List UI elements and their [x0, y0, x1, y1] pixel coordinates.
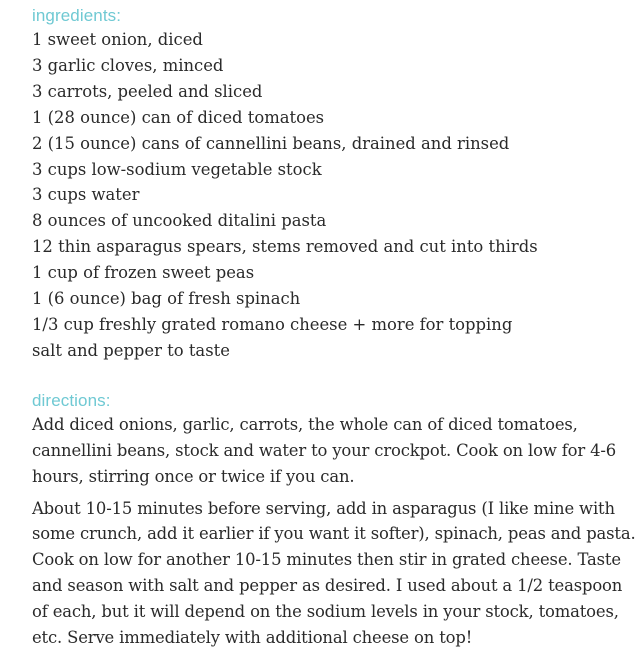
ingredients-heading: ingredients: — [32, 6, 122, 25]
ingredient-item: 3 cups water — [32, 185, 140, 205]
ingredient-item: salt and pepper to taste — [32, 340, 230, 360]
ingredient-item: 1 cup of frozen sweet peas — [32, 263, 255, 283]
ingredient-item: 1 (28 ounce) can of diced tomatoes — [32, 107, 325, 127]
ingredient-item: 1/3 cup freshly grated romano cheese + more for topping — [32, 314, 513, 334]
ingredient-list — [32, 27, 640, 364]
ingredient-item: 1 sweet onion, diced — [32, 30, 203, 49]
ingredient-item: 3 cups low-sodium vegetable stock — [32, 159, 322, 179]
ingredient-item: 8 ounces of uncooked ditalini pasta — [32, 211, 327, 231]
direction-paragraph: About 10-15 minutes before serving, add in asparagus (I like mine with some crunch, add it earlier if you want it softer), spinach, peas and pasta. Cook on low for another 10-15 minutes then stir in grated cheese. Taste and season with salt and pepper as desired. I used about a 1/2 teaspoon of each, but it will depend on the sodium levels in your stock, tomatoes, etc. Serve immediately with additional cheese on top! — [32, 498, 636, 648]
ingredient-item: 3 carrots, peeled and sliced — [32, 81, 263, 101]
ingredient-item: 2 (15 ounce) cans of cannellini beans, drained and rinsed — [32, 133, 510, 153]
ingredient-item: 1 (6 ounce) bag of fresh spinach — [32, 289, 301, 309]
directions-heading: directions: — [32, 390, 111, 410]
ingredient-item: 12 thin asparagus spears, stems removed and cut into thirds — [32, 237, 538, 257]
ingredient-item: 3 garlic cloves, minced — [32, 55, 224, 75]
direction-paragraph: Add diced onions, garlic, carrots, the whole can of diced tomatoes, cannellini beans, stock and water to your crockpot. Cook on low for 4-6 hours, stirring once or twice if you can. — [32, 414, 617, 486]
